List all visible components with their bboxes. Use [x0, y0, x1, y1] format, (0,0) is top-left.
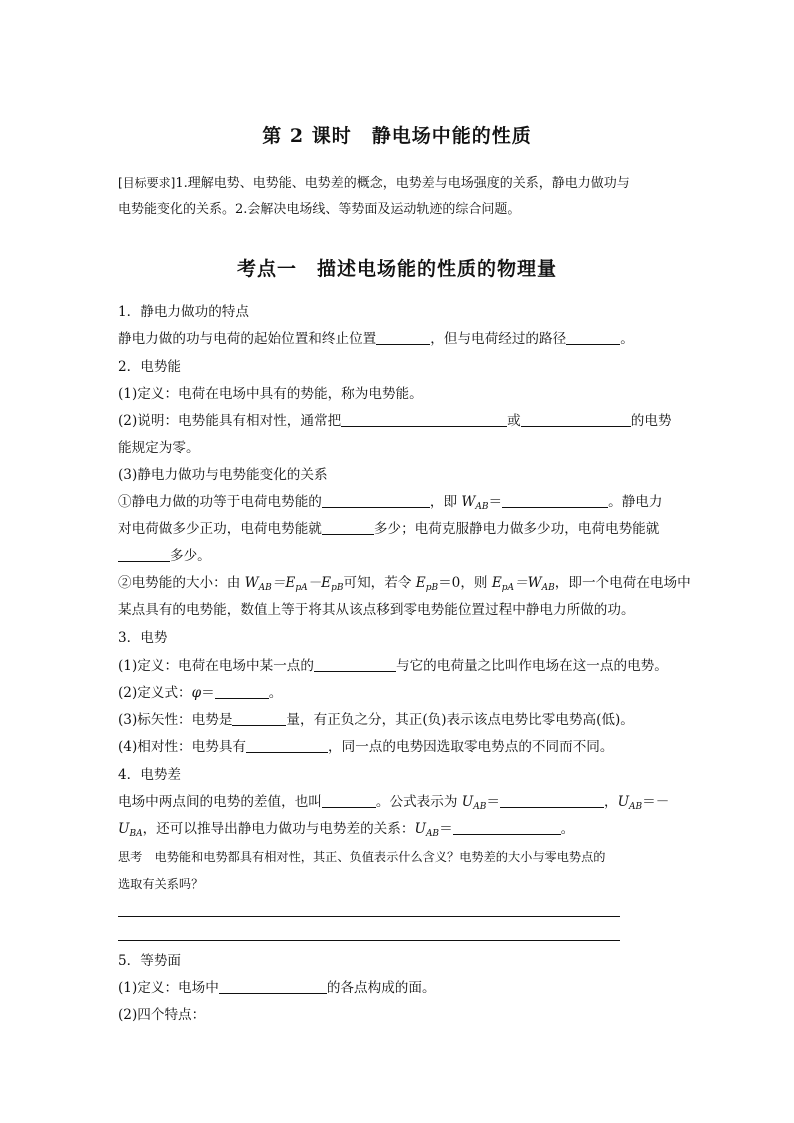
heading-1: 1．静电力做功的特点 [118, 304, 249, 320]
text: ， [603, 794, 618, 810]
text: ②电势能的大小：由 [118, 575, 245, 591]
text: ，同一点的电势因选取零电势点的不同而不同。 [328, 739, 614, 755]
text: (2)定义式： [118, 685, 192, 701]
text: 静电力做的功与电荷的起始位置和终止位置 [118, 331, 377, 347]
think-line-1: 思考 电势能和电势都具有相对性，其正、负值表示什么含义？电势差的大小与零电势点的 [118, 850, 606, 864]
goal-text-1: 1.理解电势、电势能、电势差的概念，电势差与电场强度的关系，静电力做功与 [175, 176, 630, 191]
text: 电场中两点间的电势的差值，也叫 [118, 794, 322, 810]
answer-line[interactable] [118, 916, 620, 917]
text: ，但与电荷经过的路径 [430, 331, 567, 347]
para-3-1 [118, 656, 668, 676]
para-2-7 [118, 573, 691, 598]
para-5-1 [118, 978, 436, 998]
text: ，即 [429, 494, 462, 510]
formula-uab: $U_{AB}$ [414, 821, 440, 839]
goal-tag: [目标要求] [118, 176, 176, 190]
phi-symbol: φ [191, 685, 202, 701]
fill-blank[interactable] [314, 657, 396, 672]
fill-blank[interactable] [215, 684, 269, 699]
formula-epb: $E_{pB}$ [415, 575, 439, 593]
fill-blank[interactable] [118, 547, 170, 562]
para-2-3: (3)静电力做功与电势能变化的关系 [118, 467, 328, 483]
para-5-2: (2)四个特点： [118, 1007, 206, 1023]
para-1 [118, 329, 634, 349]
text: 。 [268, 685, 283, 701]
para-2-5 [118, 519, 659, 539]
fill-blank[interactable] [232, 711, 286, 726]
para-4-1 [118, 792, 669, 817]
fill-blank[interactable] [322, 493, 430, 508]
text: 对电荷做多少正功，电荷电势能就 [118, 521, 322, 537]
text: ＝－ [642, 794, 670, 810]
para-4-2 [118, 819, 574, 844]
text: 或 [507, 413, 521, 429]
text: 多少；电荷克服静电力做多少功，电荷电势能就 [373, 521, 660, 537]
fill-blank[interactable] [376, 330, 430, 345]
para-2-6 [118, 546, 211, 566]
text: 。 [560, 821, 575, 837]
para-3-4 [118, 737, 613, 757]
formula-wab: $W_{AB}$ [461, 494, 489, 512]
goal-line-2: 电势能变化的关系。2.会解决电场线、等势面及运动轨迹的综合问题。 [118, 202, 521, 217]
para-2-1: (1)定义：电荷在电场中具有的势能，称为电势能。 [118, 386, 423, 402]
heading-2: 2．电势能 [118, 359, 182, 375]
text: 的各点构成的面。 [326, 980, 436, 996]
text: ＝0，则 [438, 575, 492, 591]
section-title: 考点一 描述电场能的性质的物理量 [236, 258, 557, 280]
text: (2)说明：电势能具有相对性，通常把 [118, 413, 342, 429]
fill-blank[interactable] [322, 793, 376, 808]
fill-blank[interactable] [453, 820, 561, 835]
fill-blank[interactable] [502, 493, 608, 508]
text: (3)标矢性：电势是 [118, 712, 233, 728]
text: (4)相对性：电势具有 [118, 739, 247, 755]
heading-5: 5．等势面 [118, 953, 182, 969]
formula-uba: $U_{BA}$ [118, 821, 143, 839]
fill-blank[interactable] [322, 520, 374, 535]
heading-4: 4．电势差 [118, 767, 182, 783]
text: ＝ [439, 821, 453, 837]
para-3-2 [118, 683, 282, 703]
text: ①静电力做的功等于电荷电势能的 [118, 494, 322, 510]
text: 。静电力 [608, 494, 663, 510]
text: 多少。 [170, 548, 211, 564]
text: ＝ [486, 794, 500, 810]
fill-blank[interactable] [521, 412, 631, 427]
text: 。公式表示为 [375, 794, 462, 810]
fill-blank[interactable] [246, 738, 328, 753]
text: 与它的电荷量之比叫作电场在这一点的电势。 [395, 658, 668, 674]
text: 。 [620, 331, 634, 347]
heading-3: 3．电势 [118, 630, 168, 646]
formula-wab-ep: $W_{AB}=E_{pA}-E_{pB}$ [244, 575, 344, 593]
para-3-3 [118, 710, 634, 730]
text: ＝ [488, 494, 503, 510]
fill-blank[interactable] [566, 330, 620, 345]
formula-epa: $E_{pA}=W_{AB}$ [491, 575, 555, 593]
formula-uab: $U_{AB}$ [461, 794, 487, 812]
para-2-2 [118, 411, 672, 431]
text: ＝ [201, 685, 215, 701]
fill-blank[interactable] [341, 412, 507, 427]
text: (1)定义：电场中 [118, 980, 219, 996]
fill-blank[interactable] [500, 793, 604, 808]
text: ，还可以推导出静电力做功与电势差的关系： [142, 821, 415, 837]
text: ，即一个电荷在电场中 [554, 575, 691, 591]
formula-uab: $U_{AB}$ [617, 794, 643, 812]
para-2-8: 某点具有的电势能，数值上等于将其从该点移到零电势能位置过程中静电力所做的功。 [118, 602, 635, 618]
text: 量，有正负之分，其正(负)表示该点电势比零电势高(低)。 [286, 712, 634, 728]
think-line-2: 选取有关系吗？ [118, 877, 204, 891]
text: 的电势 [630, 413, 672, 429]
answer-line[interactable] [118, 940, 620, 941]
para-2-4 [118, 492, 663, 517]
goal-line-1 [118, 173, 630, 194]
fill-blank[interactable] [219, 979, 327, 994]
para-2-2-cont: 能规定为零。 [118, 440, 200, 456]
page-title: 第 2 课时 静电场中能的性质 [262, 125, 532, 147]
text: (1)定义：电荷在电场中某一点的 [118, 658, 314, 674]
text: 可知，若令 [343, 575, 416, 591]
